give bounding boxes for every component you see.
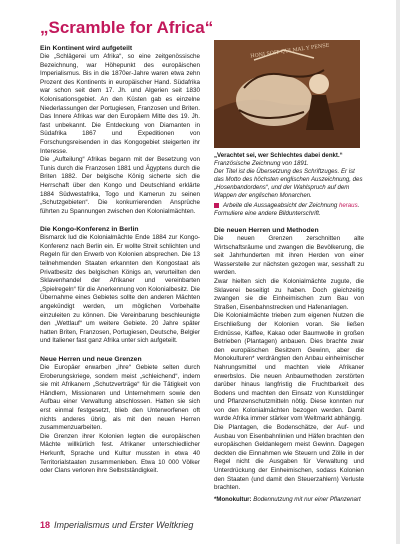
paragraph: Die Europäer erwarben „ihre“ Gebiete selten durch Eroberungskriege, sondern meist „schleichend“, indem sie mit Afrikanern „Schutzverträge“ für die Tätigkeit von Händlern, Missionaren und Unternehmern sowie den Aufbau einer Verwaltung abschlossen. Hatten sie sich erst einmal festgesetzt, blieb den Unterworfenen oft nichts anderes übrig, als mit den neuen Herren zusammenzuarbeiten. (40, 364, 200, 432)
page-number: 18 (40, 520, 51, 530)
footnote (214, 496, 364, 504)
paragraph: Die Grenzen ihrer Kolonien legten die europäischen Mächte willkürlich fest. Afrikaner unterschiedlicher Herkunft, Sprache und Kultur mussten in etwa 40 Territorialstaaten zusammenleben. Etwa 10 000 Völker oder Clans verloren ihre Selbstständigkeit. (40, 432, 200, 475)
task-highlight-link[interactable]: heraus (338, 202, 358, 209)
left-column (40, 44, 200, 476)
section-heading: Die neuen Herren und Methoden (214, 227, 319, 234)
caption-subtitle: Französische Zeichnung von 1891. (214, 159, 309, 167)
image-caption (214, 152, 364, 199)
illustration-motto: HONI SOIT QUI MAL Y PENSE (249, 42, 330, 60)
paragraph: Bismarck lud die Kolonialmächte Ende 1884 zur Kongo-Konferenz nach Berlin ein. Er wollte Streit schlichten und Regeln für den Erwerb von Kolonien absprechen. Die 13 teilnehmenden Staaten erkannten den Kongostaat als Privatbesitz des belgischen Königs an, verurteilten den Sklavenhandel der Afrikaner und vereinbarten „Spielregeln“ für die Anerkennung von Kolonialbesitz. Die Übernahme eines Gebietes sollte den anderen Mächten angekündigt werden, um möglichen Vorbehalte einzuleiten zu können. Die Vereinbarung beschleunigte den „Wettlauf“ um weitere Gebiete. 20 Jahre später hatten Briten, Franzosen, Portugiesen, Deutsche, Belgier und Italiener fast ganz Afrika unter sich aufgeteilt. (40, 234, 200, 345)
paragraph: Die „Aufteilung“ Afrikas begann mit der Besetzung von Tunis durch die Franzosen 1881 und Ägyptens durch die Briten 1882. Der belgische König sicherte sich die Herrschaft über den Kongo und Deutschland erklärte 1884 Südwestafrika, Togo und Kamerun zu seinen „Schutzgebieten“. Die konkurrierenden Ansprüche führten zu Spannungen zwischen den Kolonialmächten. (40, 156, 200, 215)
section-heading: Neue Herren und neue Grenzen (40, 356, 142, 363)
section-heading: Ein Kontinent wird aufgeteilt (40, 45, 133, 52)
paragraph: Die „Schlägerei um Afrika“, so eine zeitgenössische Bezeichnung, war Höhepunkt des europäischen Imperialismus. Bis in die 1870er-Jahre waren etwa zehn Prozent des Kontinents in europäischer Hand. Südafrika war schon seit dem 17. Jh. und Algerien seit 1830 Kolonisationsgebiet. An den Küsten gab es einzelne Niederlassungen der Portugiesen, Franzosen und Briten. Das Innere Afrikas war den Europäern Mitte des 19. Jh. fast unbekannt. Die Entdeckung von Diamanten in Südafrika 1867 und Expeditionen von Forschungsreisenden in das Kongogebiet steigerten ihr Interesse. (40, 53, 200, 155)
caption-text: Der Titel ist die Übersetzung des Schriftzuges. Er ist das Motto des höchsten englischen Auszeichnung, des „Hosenbandordens“, und der Wahlspruch auf dem Wappen der englischen Monarchen. (214, 167, 363, 199)
section-heading: Die Kongo-Konferenz in Berlin (40, 226, 139, 234)
paragraph: Die Kolonialmächte trieben zum eigenen Nutzen die Erschließung der Kolonien voran. Sie ließen Erdnüsse, Kaffee, Kakao oder Baumwolle in großen Betrieben (Plantagen) anbauen. Dies brachte zwar den europäischen Besitzern Gewinn, aber die Monokulturen* verdrängten den Anbau einheimischer Nahrungsmittel und machten viele Afrikaner erwerbslos. Die neuen Anbaumethoden zerstörten darüber hinaus langfristig die Fruchtbarkeit des Bodens und machten den Einsatz von Kunstdünger und Pflanzenschutzmitteln nötig. Diese konnten nur von den Kolonialmächten bezogen werden. Damit wurde Afrika immer stärker vom Weltmarkt abhängig. (214, 312, 364, 423)
footnote-term: *Monokultur: (214, 496, 252, 503)
caption-title: „Verachtet sei, wer Schlechtes dabei denkt.“ (214, 152, 343, 159)
task-bullet-icon (214, 203, 219, 208)
footnote-definition: Bodennutzung mit nur einer Pflanzenart (253, 496, 361, 503)
paragraph: Zwar hielten sich die Kolonialmächte zugute, die Sklaverei beseitigt zu haben. Doch gleichzeitig zwangen sie die Einheimischen zum Bau von Straßen, Eisenbahnstrecken und Hafenanlagen. (214, 277, 364, 311)
page-title: „Scramble for Africa“ (40, 18, 214, 37)
right-column (214, 226, 364, 493)
paragraph: Die neuen Grenzen zerschnitten alte Wirtschaftsräume und zwangen die Bevölkerung, die seit Jahrhunderten mit ihren Herden von einer Wasserstelle zur nächsten gezogen war, sesshaft zu werden. (214, 235, 364, 277)
task-box (214, 202, 364, 218)
illustration-drawing (214, 40, 360, 148)
historical-illustration (214, 40, 360, 148)
page-edge-stripe (396, 0, 400, 544)
paragraph: Die Plantagen, die Bodenschätze, der Auf- und Ausbau von Eisenbahnlinien und Häfen brachten den europäischen Geldanlegern meist Gewinn. Dagegen deckten die Einnahmen wie Steuern und Zölle in der Regel nicht die Ausgaben für Verwaltung und Unterdrückung der Einheimischen, sodass Kolonien den Staaten (und damit den Steuerzahlern) Verluste brachten. (214, 424, 364, 492)
task-text: Arbeite die Aussageabsicht der Zeichnung (223, 202, 338, 209)
task-text-end: . Formuliere eine andere Bildunterschrift. (214, 202, 360, 217)
chapter-title: Imperialismus und Erster Weltkrieg (54, 520, 194, 530)
